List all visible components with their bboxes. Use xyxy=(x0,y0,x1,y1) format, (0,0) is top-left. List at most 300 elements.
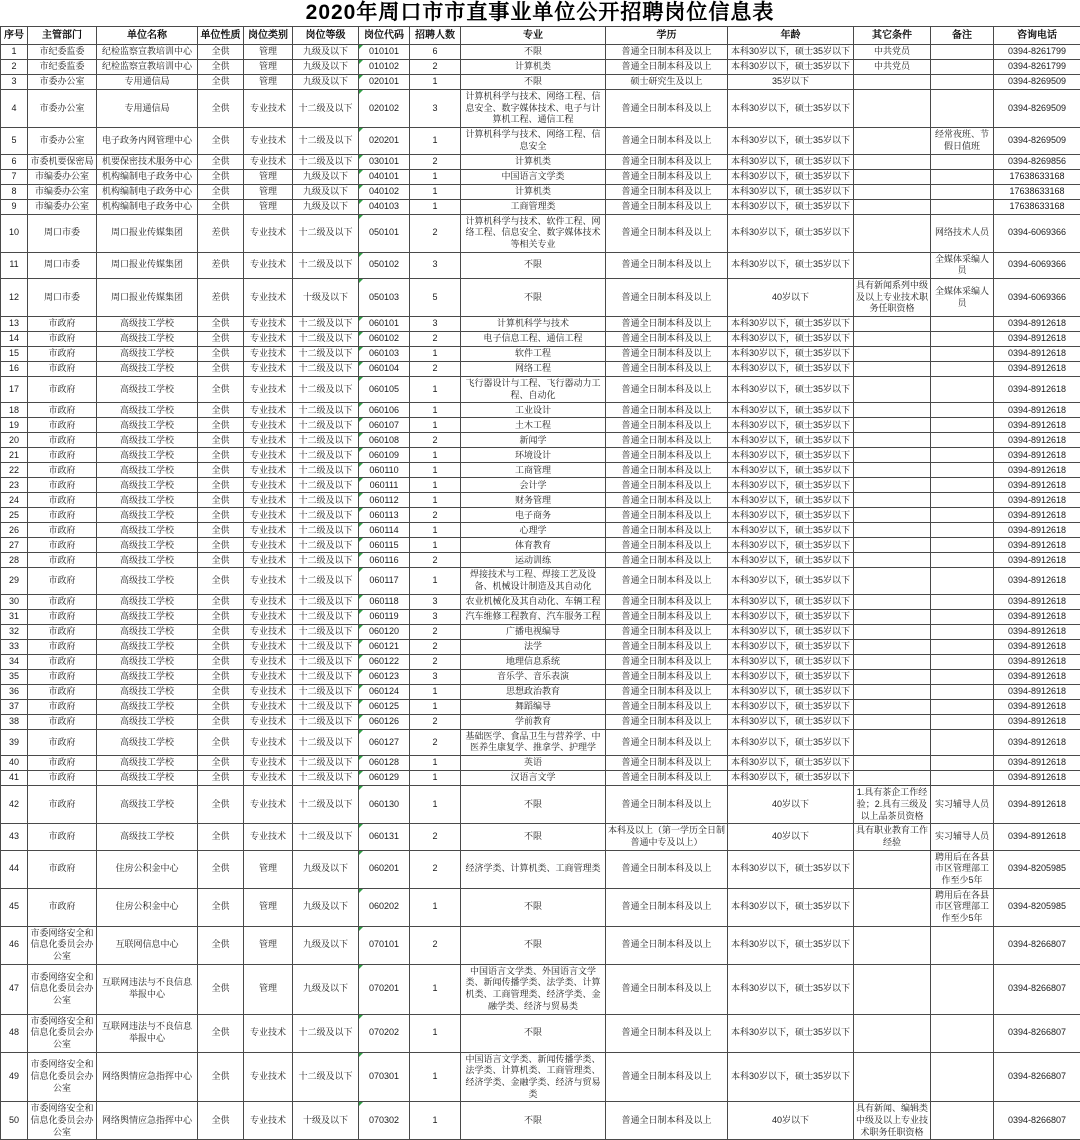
cell-col-major: 电子商务 xyxy=(461,508,606,523)
cell-col-department: 市政府 xyxy=(28,729,97,755)
cell-col-index: 4 xyxy=(1,90,28,128)
cell-col-post-grade: 十二级及以下 xyxy=(293,771,359,786)
cell-col-post-grade: 十二级及以下 xyxy=(293,594,359,609)
cell-col-age: 本科30岁以下，硕士35岁以下 xyxy=(728,1014,854,1052)
cell-col-major: 工业设计 xyxy=(461,403,606,418)
cell-col-recruit-count: 3 xyxy=(410,609,461,624)
cell-col-education: 普通全日制本科及以上 xyxy=(606,699,728,714)
cell-col-other-conditions xyxy=(854,639,931,654)
cell-col-other-conditions xyxy=(854,756,931,771)
cell-col-post-category: 专业技术 xyxy=(244,478,293,493)
cell-col-education: 普通全日制本科及以上 xyxy=(606,729,728,755)
cell-col-post-grade: 九级及以下 xyxy=(293,184,359,199)
cell-col-post-grade: 九级及以下 xyxy=(293,964,359,1014)
cell-col-other-conditions xyxy=(854,1014,931,1052)
cell-col-major: 地理信息系统 xyxy=(461,654,606,669)
cell-col-phone: 0394-8912618 xyxy=(994,362,1080,377)
cell-col-department: 市政府 xyxy=(28,699,97,714)
cell-col-major: 汉语言文学 xyxy=(461,771,606,786)
cell-col-phone: 0394-8266807 xyxy=(994,1014,1080,1052)
cell-col-other-conditions xyxy=(854,964,931,1014)
cell-col-recruit-count: 1 xyxy=(410,538,461,553)
cell-col-recruit-count: 5 xyxy=(410,278,461,316)
cell-col-recruit-count: 2 xyxy=(410,729,461,755)
cell-col-major: 运动训练 xyxy=(461,553,606,568)
cell-col-remarks xyxy=(931,184,994,199)
cell-col-phone: 0394-6069366 xyxy=(994,214,1080,252)
cell-col-phone: 0394-8912618 xyxy=(994,699,1080,714)
cell-col-unit-type: 全供 xyxy=(198,639,244,654)
cell-col-post-code: 060101 xyxy=(359,317,410,332)
cell-col-recruit-count: 1 xyxy=(410,699,461,714)
cell-col-post-grade: 九级及以下 xyxy=(293,45,359,60)
cell-col-phone: 0394-8912618 xyxy=(994,639,1080,654)
table-row xyxy=(1,786,1080,824)
cell-col-remarks xyxy=(931,1052,994,1102)
cell-col-unit-type: 全供 xyxy=(198,45,244,60)
cell-col-unit-type: 全供 xyxy=(198,377,244,403)
cell-col-education: 普通全日制本科及以上 xyxy=(606,1014,728,1052)
cell-col-index: 35 xyxy=(1,669,28,684)
table-row xyxy=(1,1052,1080,1102)
cell-col-major: 不限 xyxy=(461,824,606,850)
cell-col-index: 23 xyxy=(1,478,28,493)
cell-col-unit-type: 全供 xyxy=(198,771,244,786)
cell-col-phone: 0394-8912618 xyxy=(994,463,1080,478)
table-row xyxy=(1,729,1080,755)
cell-col-department: 市政府 xyxy=(28,403,97,418)
cell-col-unit-type: 全供 xyxy=(198,1102,244,1140)
cell-col-recruit-count: 1 xyxy=(410,463,461,478)
cell-col-index: 41 xyxy=(1,771,28,786)
cell-col-index: 10 xyxy=(1,214,28,252)
table-row xyxy=(1,493,1080,508)
cell-col-post-grade: 十二级及以下 xyxy=(293,433,359,448)
cell-col-unit-name: 机构编制电子政务中心 xyxy=(97,199,198,214)
cell-col-other-conditions xyxy=(854,714,931,729)
cell-col-other-conditions xyxy=(854,850,931,888)
cell-col-post-code: 060131 xyxy=(359,824,410,850)
cell-col-post-code: 070101 xyxy=(359,926,410,964)
cell-col-other-conditions xyxy=(854,214,931,252)
cell-col-unit-name: 专用通信局 xyxy=(97,75,198,90)
cell-col-age: 本科30岁以下，硕士35岁以下 xyxy=(728,60,854,75)
cell-col-other-conditions xyxy=(854,252,931,278)
cell-col-age: 本科30岁以下，硕士35岁以下 xyxy=(728,362,854,377)
cell-col-education: 普通全日制本科及以上 xyxy=(606,568,728,594)
cell-col-unit-name: 高级技工学校 xyxy=(97,523,198,538)
cell-col-remarks xyxy=(931,568,994,594)
cell-col-post-grade: 十二级及以下 xyxy=(293,214,359,252)
cell-col-other-conditions xyxy=(854,553,931,568)
cell-col-education: 普通全日制本科及以上 xyxy=(606,332,728,347)
cell-col-age: 本科30岁以下，硕士35岁以下 xyxy=(728,332,854,347)
cell-col-post-grade: 十二级及以下 xyxy=(293,609,359,624)
table-row xyxy=(1,362,1080,377)
cell-col-index: 29 xyxy=(1,568,28,594)
cell-col-department: 市政府 xyxy=(28,448,97,463)
column-header-col-unit-name: 单位名称 xyxy=(97,27,198,45)
cell-col-major: 不限 xyxy=(461,1014,606,1052)
recruitment-table xyxy=(0,26,1080,1140)
cell-col-other-conditions xyxy=(854,771,931,786)
cell-col-post-code: 060106 xyxy=(359,403,410,418)
cell-col-other-conditions xyxy=(854,128,931,154)
cell-col-phone: 0394-8266807 xyxy=(994,926,1080,964)
cell-col-age: 本科30岁以下，硕士35岁以下 xyxy=(728,553,854,568)
cell-col-major: 不限 xyxy=(461,888,606,926)
cell-col-index: 12 xyxy=(1,278,28,316)
cell-col-remarks xyxy=(931,463,994,478)
cell-col-major: 不限 xyxy=(461,252,606,278)
table-row xyxy=(1,850,1080,888)
cell-col-post-grade: 十二级及以下 xyxy=(293,756,359,771)
cell-col-unit-name: 高级技工学校 xyxy=(97,347,198,362)
cell-col-post-grade: 十二级及以下 xyxy=(293,684,359,699)
table-row xyxy=(1,568,1080,594)
cell-col-unit-name: 高级技工学校 xyxy=(97,418,198,433)
cell-col-department: 市委办公室 xyxy=(28,75,97,90)
cell-col-remarks xyxy=(931,669,994,684)
cell-col-unit-type: 全供 xyxy=(198,699,244,714)
cell-col-major: 工商管理 xyxy=(461,463,606,478)
cell-col-education: 普通全日制本科及以上 xyxy=(606,964,728,1014)
cell-col-post-code: 060128 xyxy=(359,756,410,771)
cell-col-remarks xyxy=(931,478,994,493)
cell-col-recruit-count: 2 xyxy=(410,60,461,75)
table-row xyxy=(1,654,1080,669)
cell-col-remarks xyxy=(931,169,994,184)
cell-col-recruit-count: 2 xyxy=(410,553,461,568)
cell-col-remarks xyxy=(931,347,994,362)
cell-col-other-conditions xyxy=(854,418,931,433)
cell-col-index: 46 xyxy=(1,926,28,964)
cell-col-education: 普通全日制本科及以上 xyxy=(606,347,728,362)
cell-col-unit-name: 周口报业传媒集团 xyxy=(97,278,198,316)
cell-col-education: 普通全日制本科及以上 xyxy=(606,463,728,478)
column-header-col-unit-type: 单位性质 xyxy=(198,27,244,45)
cell-col-unit-type: 全供 xyxy=(198,568,244,594)
cell-col-recruit-count: 1 xyxy=(410,786,461,824)
cell-col-department: 市政府 xyxy=(28,888,97,926)
table-row xyxy=(1,403,1080,418)
cell-col-index: 27 xyxy=(1,538,28,553)
cell-col-index: 8 xyxy=(1,184,28,199)
cell-col-major: 农业机械化及其自动化、车辆工程 xyxy=(461,594,606,609)
cell-col-remarks xyxy=(931,60,994,75)
cell-col-post-grade: 十二级及以下 xyxy=(293,418,359,433)
cell-col-phone: 0394-8912618 xyxy=(994,538,1080,553)
cell-col-post-grade: 十二级及以下 xyxy=(293,128,359,154)
cell-col-department: 市委机要保密局 xyxy=(28,154,97,169)
cell-col-department: 市政府 xyxy=(28,669,97,684)
cell-col-unit-name: 住房公积金中心 xyxy=(97,888,198,926)
cell-col-department: 市委网络安全和信息化委员会办公室 xyxy=(28,926,97,964)
table-row xyxy=(1,609,1080,624)
cell-col-recruit-count: 1 xyxy=(410,377,461,403)
cell-col-age: 本科30岁以下，硕士35岁以下 xyxy=(728,403,854,418)
cell-col-post-code: 060102 xyxy=(359,332,410,347)
table-row xyxy=(1,771,1080,786)
table-row xyxy=(1,169,1080,184)
cell-col-phone: 0394-8912618 xyxy=(994,433,1080,448)
cell-col-index: 49 xyxy=(1,1052,28,1102)
cell-col-major: 经济学类、计算机类、工商管理类 xyxy=(461,850,606,888)
cell-col-major: 财务管理 xyxy=(461,493,606,508)
cell-col-major: 学前教育 xyxy=(461,714,606,729)
cell-col-unit-name: 高级技工学校 xyxy=(97,771,198,786)
cell-col-index: 38 xyxy=(1,714,28,729)
cell-col-post-category: 专业技术 xyxy=(244,624,293,639)
column-header-col-index: 序号 xyxy=(1,27,28,45)
cell-col-department: 市政府 xyxy=(28,493,97,508)
cell-col-education: 普通全日制本科及以上 xyxy=(606,128,728,154)
cell-col-unit-name: 纪检监察宣教培训中心 xyxy=(97,45,198,60)
cell-col-unit-name: 高级技工学校 xyxy=(97,332,198,347)
cell-col-age: 本科30岁以下，硕士35岁以下 xyxy=(728,199,854,214)
cell-col-index: 44 xyxy=(1,850,28,888)
table-row xyxy=(1,252,1080,278)
cell-col-education: 普通全日制本科及以上 xyxy=(606,403,728,418)
cell-col-remarks xyxy=(931,699,994,714)
cell-col-post-grade: 十二级及以下 xyxy=(293,786,359,824)
cell-col-age: 本科30岁以下，硕士35岁以下 xyxy=(728,771,854,786)
cell-col-post-grade: 十二级及以下 xyxy=(293,403,359,418)
cell-col-unit-name: 高级技工学校 xyxy=(97,362,198,377)
cell-col-phone: 0394-8912618 xyxy=(994,553,1080,568)
cell-col-recruit-count: 3 xyxy=(410,669,461,684)
cell-col-post-category: 专业技术 xyxy=(244,347,293,362)
cell-col-post-grade: 十二级及以下 xyxy=(293,714,359,729)
cell-col-unit-type: 全供 xyxy=(198,964,244,1014)
cell-col-recruit-count: 1 xyxy=(410,1102,461,1140)
cell-col-education: 普通全日制本科及以上 xyxy=(606,169,728,184)
cell-col-post-category: 管理 xyxy=(244,850,293,888)
cell-col-remarks xyxy=(931,609,994,624)
cell-col-unit-type: 差供 xyxy=(198,252,244,278)
cell-col-recruit-count: 1 xyxy=(410,964,461,1014)
cell-col-education: 普通全日制本科及以上 xyxy=(606,508,728,523)
cell-col-recruit-count: 1 xyxy=(410,169,461,184)
cell-col-index: 22 xyxy=(1,463,28,478)
cell-col-index: 5 xyxy=(1,128,28,154)
cell-col-department: 市政府 xyxy=(28,362,97,377)
cell-col-recruit-count: 1 xyxy=(410,478,461,493)
cell-col-major: 会计学 xyxy=(461,478,606,493)
cell-col-post-category: 专业技术 xyxy=(244,214,293,252)
table-row xyxy=(1,639,1080,654)
cell-col-unit-name: 高级技工学校 xyxy=(97,639,198,654)
cell-col-other-conditions xyxy=(854,538,931,553)
cell-col-post-grade: 十二级及以下 xyxy=(293,362,359,377)
column-header-col-recruit-count: 招聘人数 xyxy=(410,27,461,45)
cell-col-age: 本科30岁以下，硕士35岁以下 xyxy=(728,538,854,553)
cell-col-post-category: 专业技术 xyxy=(244,523,293,538)
cell-col-phone: 0394-8205985 xyxy=(994,850,1080,888)
cell-col-department: 市编委办公室 xyxy=(28,184,97,199)
cell-col-unit-name: 专用通信局 xyxy=(97,90,198,128)
cell-col-recruit-count: 1 xyxy=(410,1052,461,1102)
cell-col-other-conditions xyxy=(854,523,931,538)
cell-col-phone: 0394-8266807 xyxy=(994,1102,1080,1140)
table-row xyxy=(1,964,1080,1014)
cell-col-unit-name: 高级技工学校 xyxy=(97,699,198,714)
cell-col-index: 39 xyxy=(1,729,28,755)
cell-col-education: 普通全日制本科及以上 xyxy=(606,90,728,128)
cell-col-unit-type: 全供 xyxy=(198,75,244,90)
cell-col-department: 市政府 xyxy=(28,568,97,594)
cell-col-phone: 0394-8912618 xyxy=(994,478,1080,493)
cell-col-education: 普通全日制本科及以上 xyxy=(606,278,728,316)
cell-col-unit-name: 高级技工学校 xyxy=(97,377,198,403)
cell-col-department: 市政府 xyxy=(28,756,97,771)
cell-col-major: 中国语言文学类、新闻传播学类、法学类、计算机类、工商管理类、经济学类、金融学类、经济与贸易类 xyxy=(461,1052,606,1102)
cell-col-post-code: 020201 xyxy=(359,128,410,154)
cell-col-unit-type: 全供 xyxy=(198,508,244,523)
cell-col-phone: 0394-6069366 xyxy=(994,252,1080,278)
cell-col-post-code: 060125 xyxy=(359,699,410,714)
cell-col-department: 市政府 xyxy=(28,684,97,699)
cell-col-recruit-count: 6 xyxy=(410,45,461,60)
cell-col-other-conditions xyxy=(854,669,931,684)
cell-col-major: 心理学 xyxy=(461,523,606,538)
table-row xyxy=(1,45,1080,60)
cell-col-remarks xyxy=(931,75,994,90)
cell-col-age: 本科30岁以下，硕士35岁以下 xyxy=(728,729,854,755)
cell-col-other-conditions xyxy=(854,568,931,594)
cell-col-post-code: 060115 xyxy=(359,538,410,553)
cell-col-post-code: 060123 xyxy=(359,669,410,684)
cell-col-post-grade: 九级及以下 xyxy=(293,60,359,75)
cell-col-phone: 0394-8912618 xyxy=(994,824,1080,850)
cell-col-age: 本科30岁以下，硕士35岁以下 xyxy=(728,252,854,278)
cell-col-post-code: 020101 xyxy=(359,75,410,90)
cell-col-major: 计算机科学与技术 xyxy=(461,317,606,332)
cell-col-post-category: 专业技术 xyxy=(244,463,293,478)
cell-col-unit-name: 高级技工学校 xyxy=(97,654,198,669)
cell-col-age: 本科30岁以下，硕士35岁以下 xyxy=(728,850,854,888)
cell-col-unit-type: 全供 xyxy=(198,1052,244,1102)
cell-col-age: 本科30岁以下，硕士35岁以下 xyxy=(728,523,854,538)
cell-col-recruit-count: 1 xyxy=(410,493,461,508)
cell-col-other-conditions xyxy=(854,729,931,755)
cell-col-phone: 0394-8912618 xyxy=(994,669,1080,684)
cell-col-index: 45 xyxy=(1,888,28,926)
cell-col-recruit-count: 1 xyxy=(410,448,461,463)
cell-col-post-grade: 九级及以下 xyxy=(293,75,359,90)
cell-col-other-conditions xyxy=(854,347,931,362)
cell-col-post-category: 专业技术 xyxy=(244,714,293,729)
cell-col-education: 普通全日制本科及以上 xyxy=(606,786,728,824)
cell-col-post-category: 专业技术 xyxy=(244,332,293,347)
cell-col-remarks xyxy=(931,1014,994,1052)
cell-col-unit-type: 全供 xyxy=(198,418,244,433)
cell-col-age: 本科30岁以下，硕士35岁以下 xyxy=(728,508,854,523)
cell-col-education: 普通全日制本科及以上 xyxy=(606,624,728,639)
cell-col-index: 32 xyxy=(1,624,28,639)
cell-col-education: 普通全日制本科及以上 xyxy=(606,850,728,888)
cell-col-unit-type: 全供 xyxy=(198,128,244,154)
cell-col-major: 计算机类 xyxy=(461,154,606,169)
cell-col-other-conditions: 1.具有茶企工作经验；2.具有三级及以上品茶员资格 xyxy=(854,786,931,824)
table-row xyxy=(1,317,1080,332)
cell-col-unit-type: 全供 xyxy=(198,317,244,332)
cell-col-post-category: 管理 xyxy=(244,199,293,214)
cell-col-post-grade: 十二级及以下 xyxy=(293,1052,359,1102)
cell-col-index: 7 xyxy=(1,169,28,184)
column-header-col-major: 专业 xyxy=(461,27,606,45)
cell-col-post-code: 040102 xyxy=(359,184,410,199)
cell-col-index: 15 xyxy=(1,347,28,362)
cell-col-post-grade: 十二级及以下 xyxy=(293,669,359,684)
cell-col-recruit-count: 3 xyxy=(410,90,461,128)
column-header-col-phone: 咨询电话 xyxy=(994,27,1080,45)
cell-col-department: 市委网络安全和信息化委员会办公室 xyxy=(28,1102,97,1140)
cell-col-unit-type: 全供 xyxy=(198,463,244,478)
cell-col-index: 31 xyxy=(1,609,28,624)
cell-col-post-code: 060201 xyxy=(359,850,410,888)
cell-col-unit-type: 全供 xyxy=(198,669,244,684)
cell-col-recruit-count: 2 xyxy=(410,926,461,964)
cell-col-post-category: 管理 xyxy=(244,964,293,1014)
cell-col-other-conditions xyxy=(854,90,931,128)
cell-col-phone: 0394-6069366 xyxy=(994,278,1080,316)
cell-col-recruit-count: 1 xyxy=(410,756,461,771)
cell-col-post-code: 040101 xyxy=(359,169,410,184)
cell-col-remarks: 全媒体采编人员 xyxy=(931,252,994,278)
cell-col-recruit-count: 2 xyxy=(410,508,461,523)
cell-col-post-category: 专业技术 xyxy=(244,609,293,624)
cell-col-age: 本科30岁以下，硕士35岁以下 xyxy=(728,926,854,964)
cell-col-other-conditions xyxy=(854,377,931,403)
cell-col-post-category: 专业技术 xyxy=(244,786,293,824)
cell-col-post-category: 专业技术 xyxy=(244,1014,293,1052)
cell-col-post-category: 专业技术 xyxy=(244,362,293,377)
cell-col-age: 本科30岁以下，硕士35岁以下 xyxy=(728,433,854,448)
cell-col-unit-name: 高级技工学校 xyxy=(97,824,198,850)
cell-col-post-category: 专业技术 xyxy=(244,90,293,128)
cell-col-phone: 17638633168 xyxy=(994,169,1080,184)
cell-col-department: 市政府 xyxy=(28,538,97,553)
cell-col-phone: 0394-8912618 xyxy=(994,568,1080,594)
cell-col-recruit-count: 1 xyxy=(410,684,461,699)
cell-col-age: 本科30岁以下，硕士35岁以下 xyxy=(728,478,854,493)
cell-col-other-conditions xyxy=(854,609,931,624)
cell-col-post-category: 专业技术 xyxy=(244,128,293,154)
cell-col-recruit-count: 2 xyxy=(410,362,461,377)
cell-col-remarks xyxy=(931,199,994,214)
cell-col-phone: 0394-8912618 xyxy=(994,317,1080,332)
cell-col-recruit-count: 1 xyxy=(410,1014,461,1052)
cell-col-unit-name: 纪检监察宣教培训中心 xyxy=(97,60,198,75)
cell-col-remarks: 经常夜班、节假日值班 xyxy=(931,128,994,154)
cell-col-recruit-count: 1 xyxy=(410,75,461,90)
cell-col-remarks: 实习辅导人员 xyxy=(931,824,994,850)
cell-col-age: 本科30岁以下，硕士35岁以下 xyxy=(728,184,854,199)
table-row xyxy=(1,699,1080,714)
cell-col-recruit-count: 2 xyxy=(410,824,461,850)
cell-col-index: 1 xyxy=(1,45,28,60)
cell-col-department: 市政府 xyxy=(28,624,97,639)
cell-col-major: 计算机类 xyxy=(461,184,606,199)
table-row xyxy=(1,278,1080,316)
cell-col-other-conditions xyxy=(854,654,931,669)
cell-col-post-category: 专业技术 xyxy=(244,377,293,403)
cell-col-post-category: 管理 xyxy=(244,60,293,75)
table-header xyxy=(1,27,1080,45)
cell-col-unit-type: 全供 xyxy=(198,523,244,538)
cell-col-post-grade: 十二级及以下 xyxy=(293,332,359,347)
